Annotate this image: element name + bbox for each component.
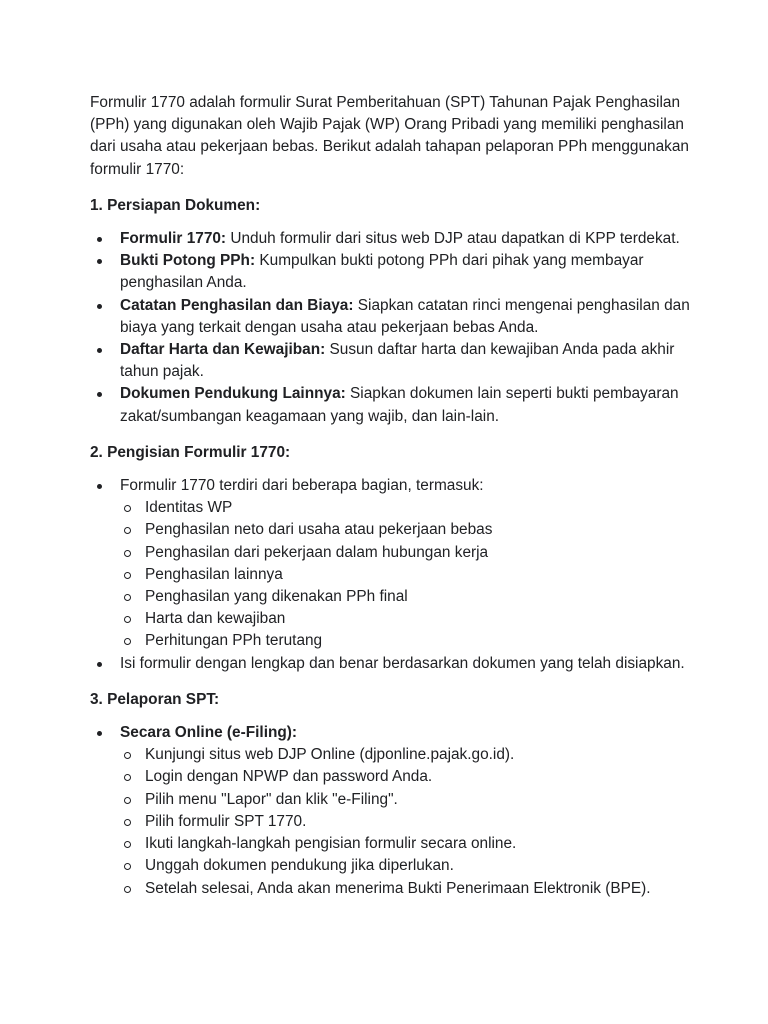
section-heading-pengisian: 2. Pengisian Formulir 1770: [90,443,291,461]
sub-list-item: Pilih menu "Lapor" dan klik "e-Filing". [90,789,690,811]
document-content [90,92,690,914]
sub-list-item: Setelah selesai, Anda akan menerima Bukti Penerimaan Elektronik (BPE). [90,878,690,900]
item-text: Kumpulkan bukti potong PPh dari pihak yang membayar penghasilan Anda. [120,252,644,292]
list-item [90,228,690,250]
list-item [90,475,690,653]
intro-paragraph: Formulir 1770 adalah formulir Surat Pemberitahuan (SPT) Tahunan Pajak Penghasilan (PPh) yang digunakan oleh Wajib Pajak (WP) Orang Pribadi yang memiliki penghasilan dari usaha atau pekerjaan bebas. Berikut adalah tahapan pelaporan PPh menggunakan formulir 1770: [90,94,689,178]
list-item [90,339,690,383]
item-term: Secara Online (e-Filing): [120,724,298,742]
section-heading-persiapan: 1. Persiapan Dokumen: [90,196,261,214]
item-term: Formulir 1770: [120,230,227,248]
sub-list-item: Penghasilan lainnya [90,564,690,586]
list-item [90,250,690,294]
pengisian-sublist [120,497,690,652]
item-text: Formulir 1770 terdiri dari beberapa bagian, termasuk: [120,477,484,495]
persiapan-list [90,228,690,428]
sub-list-item: Kunjungi situs web DJP Online (djponline.pajak.go.id). [90,744,690,766]
section-heading-pelaporan: 3. Pelaporan SPT: [90,690,220,708]
sub-list-item: Unggah dokumen pendukung jika diperlukan. [90,855,690,877]
item-term: Catatan Penghasilan dan Biaya: [120,296,354,314]
item-term: Dokumen Pendukung Lainnya: [120,385,346,403]
sub-list-item: Harta dan kewajiban [90,608,690,630]
list-item [90,295,690,339]
item-text: Isi formulir dengan lengkap dan benar berdasarkan dokumen yang telah disiapkan. [120,654,685,672]
sub-list-item: Identitas WP [90,497,690,519]
list-item [90,722,690,900]
sub-list-item: Penghasilan yang dikenakan PPh final [90,586,690,608]
sub-list-item: Penghasilan dari pekerjaan dalam hubungan kerja [90,542,690,564]
item-text: Siapkan dokumen lain seperti bukti pembayaran zakat/sumbangan keagamaan yang wajib, dan lain-lain. [120,385,679,425]
item-term: Daftar Harta dan Kewajiban: [120,341,326,359]
pelaporan-list [90,722,690,900]
item-text: Siapkan catatan rinci mengenai penghasilan dan biaya yang terkait dengan usaha atau pekerjaan bebas Anda. [120,296,690,336]
item-text: Unduh formulir dari situs web DJP atau dapatkan di KPP terdekat. [226,230,680,248]
pelaporan-sublist [120,744,690,899]
list-item [90,653,690,675]
sub-list-item: Pilih formulir SPT 1770. [90,811,690,833]
sub-list-item: Login dengan NPWP dan password Anda. [90,766,690,788]
sub-list-item: Ikuti langkah-langkah pengisian formulir secara online. [90,833,690,855]
item-text: Susun daftar harta dan kewajiban Anda pada akhir tahun pajak. [120,341,675,381]
list-item [90,383,690,427]
item-term: Bukti Potong PPh: [120,252,256,270]
sub-list-item: Penghasilan neto dari usaha atau pekerjaan bebas [90,519,690,541]
sub-list-item: Perhitungan PPh terutang [90,630,690,652]
pengisian-list [90,475,690,675]
